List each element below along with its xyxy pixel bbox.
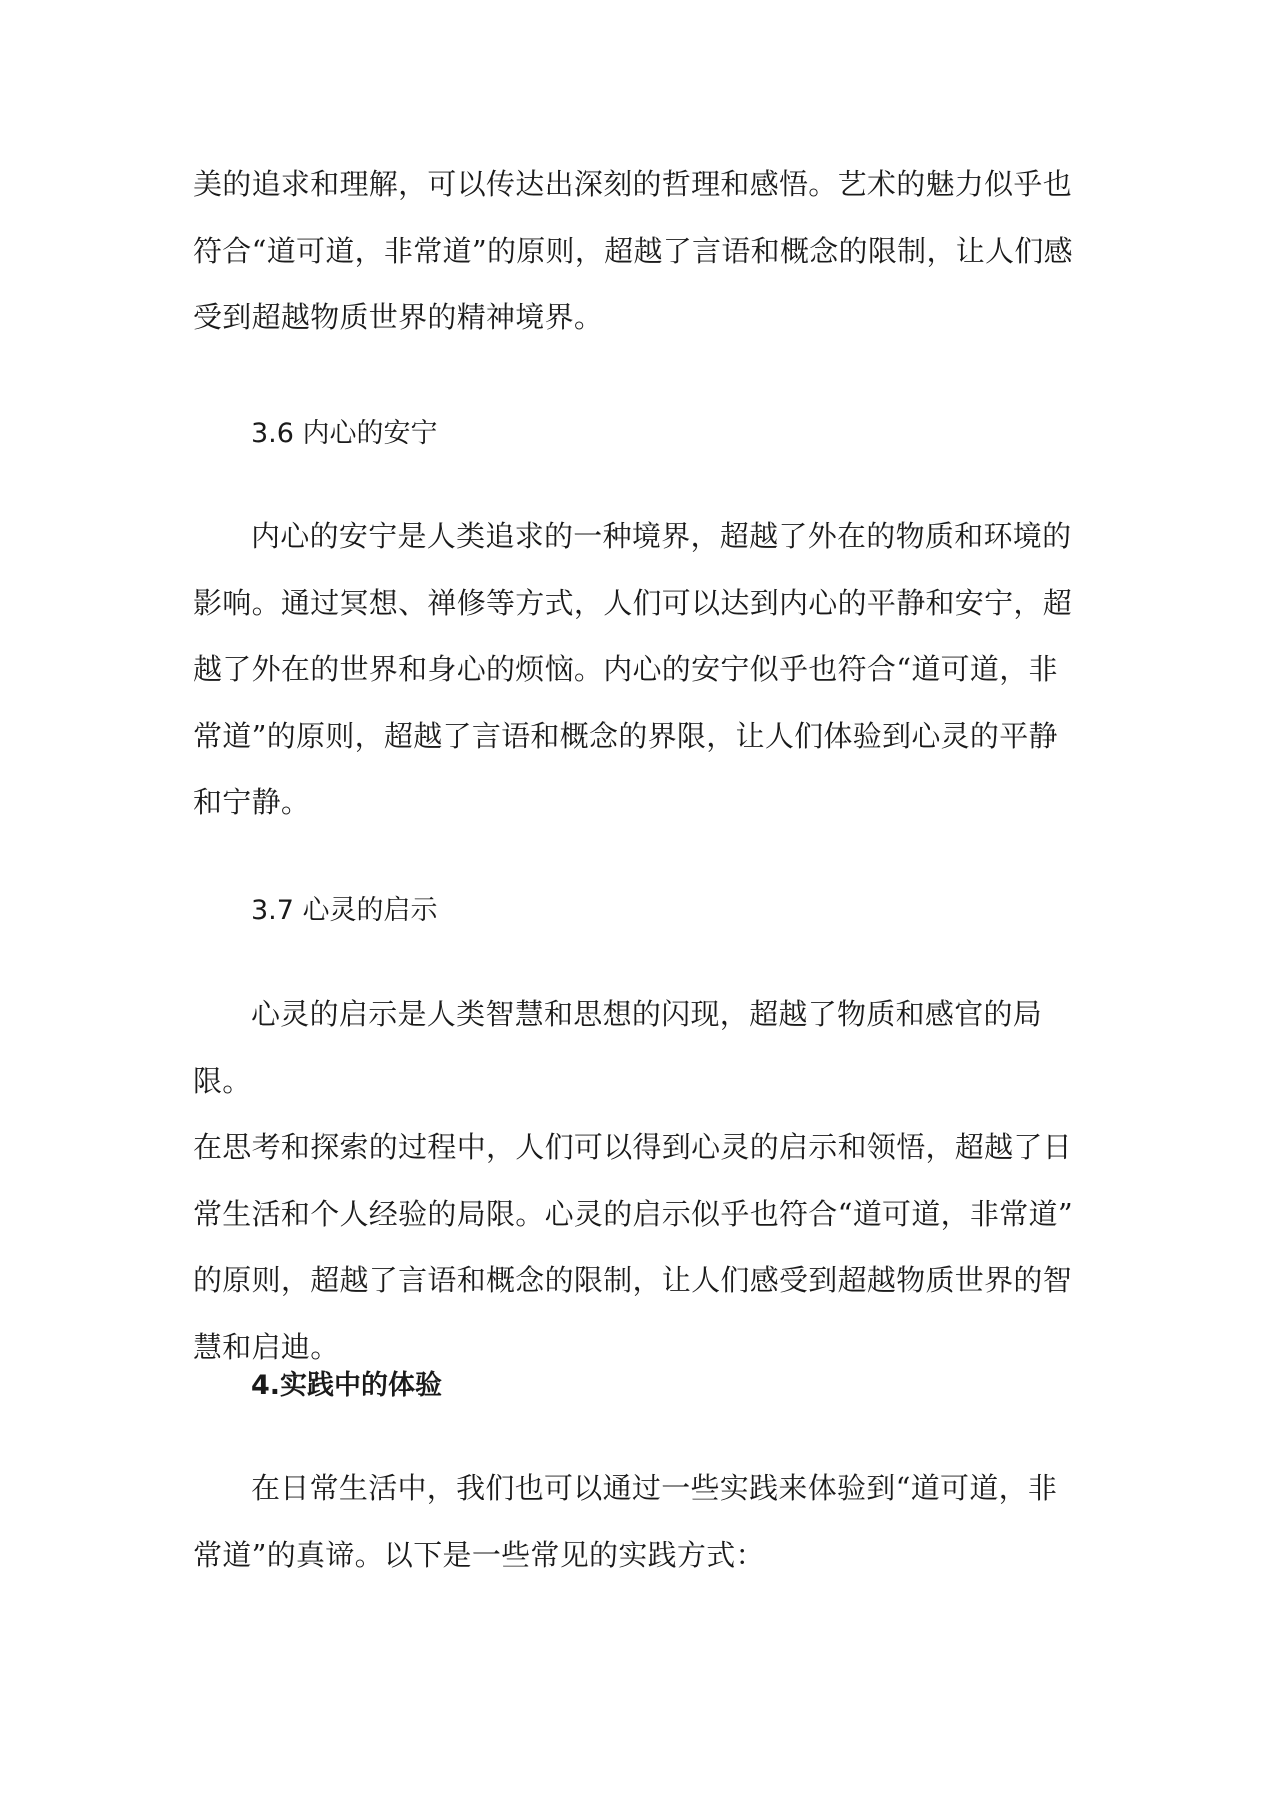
paragraph-spiritual-revelation: 心灵的启示是人类智慧和思想的闪现，超越了物质和感官的局限。 在思考和探索的过程中，人们可以得到心灵的启示和领悟，超越了日 常生活和个人经验的局限。心灵的启示似乎也符合“道可道，非常道” 的原则，超越了言语和概念的限制，让人们感受到超越物质世界的智 慧和启迪。 — [193, 997, 1073, 1364]
section-heading-4: 4.实践中的体验 — [251, 1370, 443, 1401]
section-heading-3-6: 3.6 内心的安宁 — [251, 418, 438, 449]
paragraph-art-continued: 美的追求和理解，可以传达出深刻的哲理和感悟。艺术的魅力似乎也 符合“道可道，非常道”的原则，超越了言语和概念的限制，让人们感 受到超越物质世界的精神境界。 — [193, 167, 1073, 334]
section-heading-3-7: 3.7 心灵的启示 — [251, 895, 438, 926]
paragraph-inner-peace: 内心的安宁是人类追求的一种境界，超越了外在的物质和环境的 影响。通过冥想、禅修等方式，人们可以达到内心的平静和安宁，超 越了外在的世界和身心的烦恼。内心的安宁似乎也符合“道可道，非 常道”的原则，超越了言语和概念的界限，让人们体验到心灵的平静 和宁静。 — [193, 519, 1073, 819]
paragraph-practice: 在日常生活中，我们也可以通过一些实践来体验到“道可道，非 常道”的真谛。以下是一些常见的实践方式： — [193, 1471, 1058, 1572]
